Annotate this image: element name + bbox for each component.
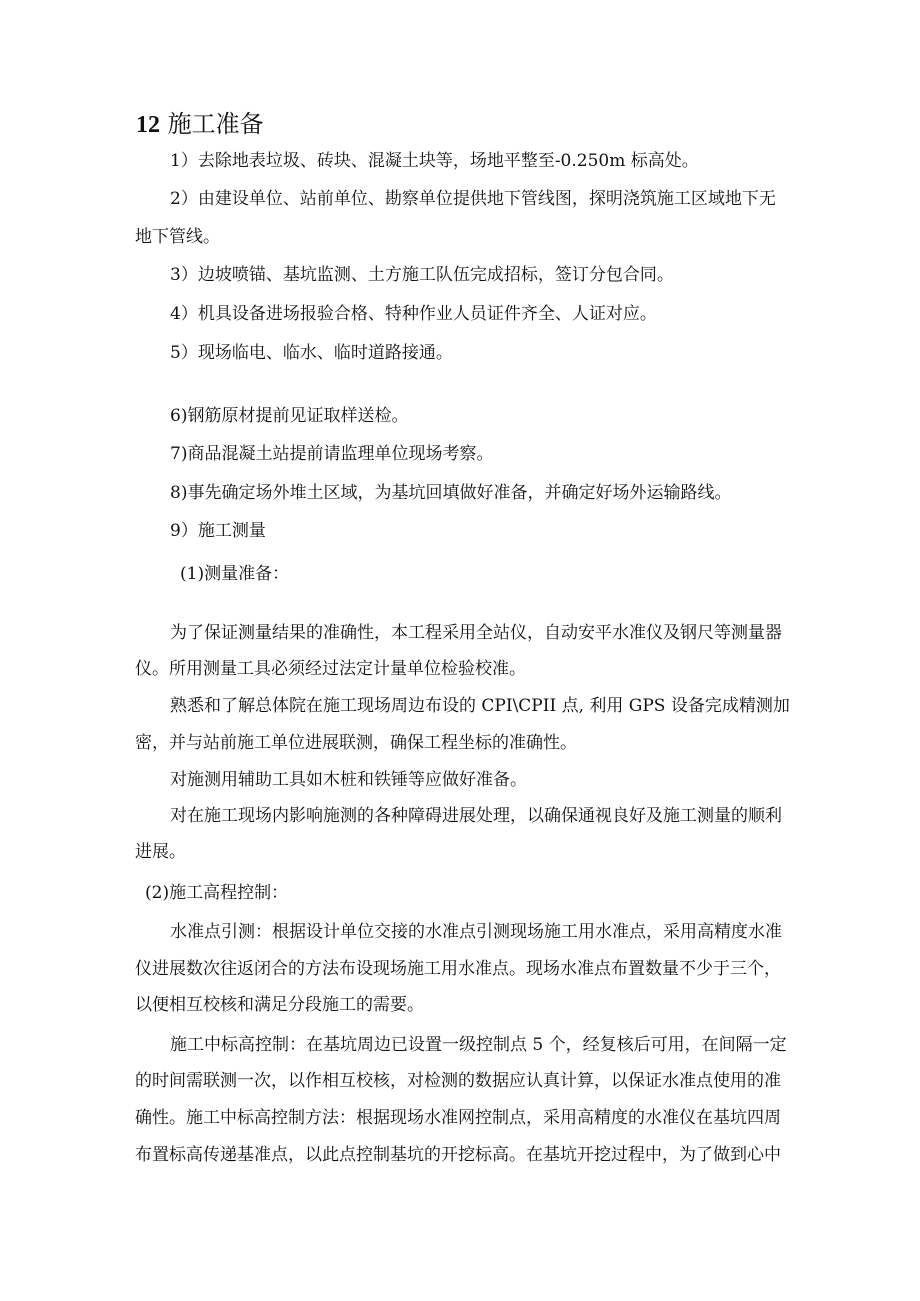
- section-number: 12: [136, 112, 160, 138]
- paragraph-line: 密，并与站前施工单位进展联测，确保工程坐标的准确性。: [135, 733, 577, 753]
- paragraph-line: 的时间需联测一次，以作相互校核，对检测的数据应认真计算，以保证水准点使用的准: [135, 1071, 781, 1091]
- paragraph-line: 8)事先确定场外堆土区域，为基坑回填做好准备，并确定好场外运输路线。: [170, 483, 732, 503]
- paragraph-line: 2）由建设单位、站前单位、勘察单位提供地下管线图，探明浇筑施工区域地下无: [170, 189, 776, 209]
- paragraph-line: 对施测用辅助工具如木桩和铁锤等应做好准备。: [170, 770, 527, 790]
- paragraph-line: 以便相互校核和满足分段施工的需要。: [135, 995, 424, 1015]
- paragraph-line: 6)钢筋原材提前见证取样送检。: [170, 406, 409, 426]
- paragraph-line: 确性。施工中标高控制方法：根据现场水准网控制点，采用高精度的水准仪在基坑四周: [135, 1108, 781, 1128]
- paragraph-line: 地下管线。: [135, 227, 220, 247]
- paragraph-line: 仪。所用测量工具必须经过法定计量单位检验校准。: [135, 659, 526, 679]
- paragraph-line: 熟悉和了解总体院在施工现场周边布设的 CPI\CPII 点, 利用 GPS 设备完成精测加: [170, 696, 790, 716]
- paragraph-line: 水准点引测：根据设计单位交接的水准点引测现场施工用水准点，采用高精度水准: [170, 922, 782, 942]
- paragraph-line: (2)施工高程控制：: [145, 883, 289, 903]
- paragraph-line: 布置标高传递基准点，以此点控制基坑的开挖标高。在基坑开挖过程中，为了做到心中: [135, 1145, 781, 1165]
- paragraph-line: 对在施工现场内影响施测的各种障碍进展处理，以确保通视良好及施工测量的顺利: [170, 806, 782, 826]
- paragraph-line: 5）现场临电、临水、临时道路接通。: [170, 343, 453, 363]
- paragraph-line: 为了保证测量结果的准确性，本工程采用全站仪，自动安平水准仪及钢尺等测量器: [170, 623, 782, 643]
- paragraph-line: 3）边坡喷锚、基坑监测、土方施工队伍完成招标，签订分包合同。: [170, 265, 674, 285]
- paragraph-line: 进展。: [135, 842, 186, 862]
- section-title: 施工准备: [167, 110, 264, 138]
- paragraph-line: 施工中标高控制：在基坑周边已设置一级控制点 5 个，经复核后可用，在间隔一定: [170, 1035, 787, 1055]
- paragraph-line: 1）去除地表垃圾、砖块、混凝土块等，场地平整至-0.250m 标高处。: [170, 151, 699, 171]
- section-heading: [136, 104, 264, 139]
- paragraph-line: 仪进展数次往返闭合的方法布设现场施工用水准点。现场水准点布置数量不少于三个，: [135, 959, 781, 979]
- paragraph-line: 7)商品混凝土站提前请监理单位现场考察。: [170, 444, 494, 464]
- paragraph-line: (1)测量准备：: [180, 564, 290, 584]
- paragraph-line: 4）机具设备进场报验合格、特种作业人员证件齐全、人证对应。: [170, 304, 657, 324]
- paragraph-line: 9）施工测量: [170, 521, 266, 541]
